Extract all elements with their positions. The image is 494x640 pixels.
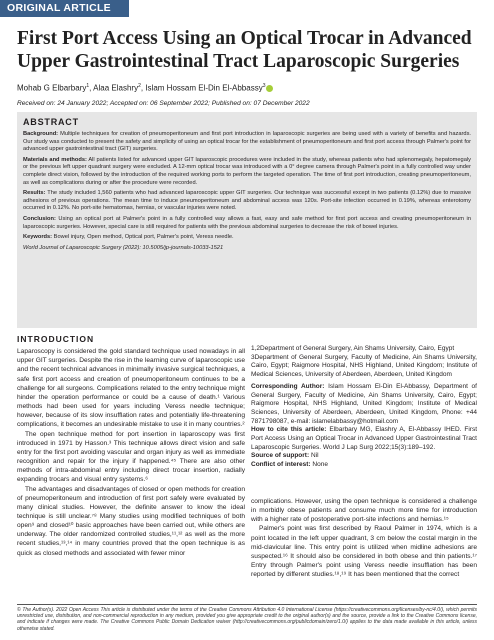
body-right-column bbox=[251, 497, 477, 579]
section-label: Materials and methods: bbox=[23, 156, 87, 163]
corresponding-author bbox=[251, 383, 477, 427]
abstract-methods bbox=[23, 157, 471, 187]
author-list: Mohab G Elbarbary$^1$, Alaa Elashry$^2$, Islam Hossam El-Din El-Abbassy$^3$ bbox=[17, 83, 273, 93]
abstract-background bbox=[23, 131, 471, 154]
author-affiliation-sup: 3 bbox=[262, 83, 266, 89]
article-info-column bbox=[251, 345, 477, 470]
section-label: Results: bbox=[23, 190, 46, 197]
info-label: Conflict of interest: bbox=[251, 461, 311, 469]
info-text: None bbox=[312, 461, 328, 469]
abstract-conclusion bbox=[23, 216, 471, 231]
conflict-of-interest bbox=[251, 461, 477, 470]
author-affiliation-sup: 1 bbox=[86, 83, 90, 89]
author-name[interactable]: Alaa Elashry bbox=[93, 83, 139, 93]
intro-heading: INTRODUCTION bbox=[17, 334, 95, 344]
section-text: Multiple techniques for creation of pneumoperitoneum and first port introduction in laparoscopic surgeries are being used with a variety of benefits and hazards. Our study was conducted to present the safety and simplicity of using an optical trocar for the establishment of pneumoperitoneum and first port access through Palmer's point for advanced upper gastrointestinal tract (GIT) surgeries. bbox=[23, 131, 471, 153]
body-paragraph: Palmer's point was first described by Raoul Palmer in 1974, which is a point located in the left upper quadrant, 3 cm below the costal margin in the mid-clavicular line. This entry point is utilized when midline adhesions are suspected.¹⁶ It should also be considered in both obese and thin patients.¹⁷ Entry through Palmer's point using Veress needle insufflation has been reported by different studies.¹⁸,¹⁹ It has been mentioned that the correct bbox=[251, 525, 477, 579]
info-label: Source of support: bbox=[251, 452, 310, 460]
info-label: How to cite this article: bbox=[251, 426, 327, 434]
author-name[interactable]: Islam Hossam El-Din El-Abbassy bbox=[145, 83, 263, 93]
article-type-tag: ORIGINAL ARTICLE bbox=[0, 0, 129, 17]
journal-citation: World Journal of Laparoscopic Surgery (2022): 10.5005/jp-journals-10033-1521 bbox=[23, 244, 224, 251]
info-text: Islam Hossam El-Din El-Abbassy, Department of General Surgery, Faculty of Medicine, Ain Shams University, Cairo, Egypt; Raigmore Hospital, NHS Highland, United Kingdom; Institute of Medical Sciences, University of Aberdeen, Aberdeen, United Kingdom, Phone: +44 7871798087, e-mail: islamelabbassy@hotmail.com bbox=[251, 382, 477, 425]
section-label: Keywords: bbox=[23, 234, 53, 241]
abstract-results bbox=[23, 190, 471, 213]
body-paragraph: complications. However, using the open technique is considered a challenge in morbidly obese patients and consume much more time for introduction with a higher rate of postoperative port-site infections and hernias.¹⁵ bbox=[251, 498, 477, 524]
intro-column bbox=[17, 335, 245, 558]
article-title: First Port Access Using an Optical Trocar in Advanced Upper Gastrointestinal Tract Laparoscopic Surgeries bbox=[17, 28, 472, 72]
abstract-keywords bbox=[23, 234, 471, 242]
section-text: The study included 1,560 patients who had advanced laparoscopic upper GIT surgeries. Our technique was successful except in two patients (0.12%) due to massive adhesions of previous operations. The mean time to induce pneumoperitoneum and abdominal access was 120s. Port-site infection occurred in 0.19%, whereas enterotomy occurred in 0.12%. No port-site hematomas, hernias, or vascular injuries were noted. bbox=[23, 190, 472, 212]
intro-paragraph: The open technique method for port insertion in laparoscopy was first introduced in 1971 by Hasson.³ This technique allows direct vision and safe entry for the first port avoiding vascular and organ injury as well as immediate recognition and repair for the injury if happened.⁴⁵ There are also other methods of intra-abdominal entry including direct trocar insertion, radially expanding trocars and visual entry systems.⁶ bbox=[17, 430, 245, 484]
section-label: Conclusion: bbox=[23, 215, 56, 222]
how-to-cite bbox=[251, 426, 477, 452]
affiliation: 3Department of General Surgery, Faculty of Medicine, Ain Shams University, Cairo, Egypt; Raigmore Hospital, NHS Highland, United Kingdom; Institute of Medical Sciences, University of Aberdeen, Aberdeen, United Kingdom bbox=[251, 353, 477, 379]
section-label: Background: bbox=[23, 131, 59, 137]
intro-paragraph: Laparoscopy is considered the gold standard technique used nowadays in all upper GIT surgeries. Despite the rise in the learning curve of laparoscopic use and the recent technical advances in minimally invasive surgical techniques, a safe first port access and creation of pneumoperitoneum continues to be a challenge for all surgeons. Complications related to the entry technique might hinder the operation performance or could be a cause of death.¹ Various methods had been used for years including Veress needle technique; however, because of its slow insufflation rates and potentially life-threatening complications, it becomes an undesirable mistake to use it in many countries.² bbox=[17, 348, 245, 429]
info-label: Corresponding Author: bbox=[251, 382, 325, 390]
publication-dates: Received on: 24 January 2022; Accepted on: 06 September 2022; Published on: 07 December 2022 bbox=[17, 100, 310, 107]
source-of-support bbox=[251, 452, 477, 461]
abstract-box bbox=[17, 112, 477, 328]
abstract-heading: ABSTRACT bbox=[23, 117, 79, 127]
info-text: Elbarbary MG, Elashry A, El-Abbassy IHED. First Port Access Using an Optical Trocar in Advanced Upper Gastrointestinal Tract Laparoscopic Surgeries. World J Lap Surg 2022;15(3):189–192. bbox=[251, 426, 478, 451]
section-text: Bowel injury, Open method, Optical port, Palmer's point, Veress needle. bbox=[53, 234, 234, 241]
section-text: Using an optical port at Palmer's point in a fully controlled way allows a fast, easy and safe method for first port access and creating pneumoperitoneum in laparoscopic surgeries. However, special care is still required for patients with the previous abdominal surgeries to decrease the risk of bowel injuries. bbox=[23, 215, 471, 230]
orcid-icon[interactable] bbox=[266, 85, 273, 92]
author-affiliation-sup: 2 bbox=[138, 83, 141, 89]
info-text: Nil bbox=[310, 452, 319, 460]
author-name[interactable]: Mohab G Elbarbary bbox=[17, 83, 87, 93]
intro-paragraph: The advantages and disadvantages of closed or open methods for creation of pneumoperitoneum and introduction of first port safely were evaluated by many clinical studies. However, the definite answer to know the ideal technique is still unclear.⁷⁸ Many studies using modified techniques of both open⁹ and closed¹⁰ basic approaches have been carried out, while others are underway. The older randomized controlled studies,¹¹,¹² as well as the more recent studies,¹³,¹⁴ in many countries proved that the open technique is as quick as closed methods and associated with fewer minor bbox=[17, 485, 245, 557]
affiliation: 1,2Department of General Surgery, Ain Shams University, Cairo, Egypt bbox=[251, 345, 455, 352]
license-footer: © The Author(s). 2022 Open Access This article is distributed under the terms of the Creative Commons Attribution 4.0 International License (https://creativecommons.org/licenses/by-nc/4.0/), which permits unrestricted use, distribution, and non-commercial reproduction in any medium, provided you give appropriate credit to the original author(s) and the source, provide a link to the Creative Commons license, and indicate if changes were made. The Creative Commons Public Domain Dedication waiver (http://creativecommons.org/publicdomain/zero/1.0/) applies to the data made available in this article, unless otherwise stated. bbox=[17, 604, 477, 632]
section-text: All patients listed for advanced upper GIT laparoscopic procedures were included in the study, whereas patients who had splenomegaly, hepatomegaly or the previous left upper quadrant surgery were excluded. A 12-mm optical trocar was introduced with a 0° degree camera through Palmer's point in a fully controlled way under complete direct vision, followed by the introduction of the required working ports to perform the targeted operation. The time of first port introduction, creating pneumoperitoneum, as well as complications during or after the procedure were recorded. bbox=[23, 156, 471, 186]
